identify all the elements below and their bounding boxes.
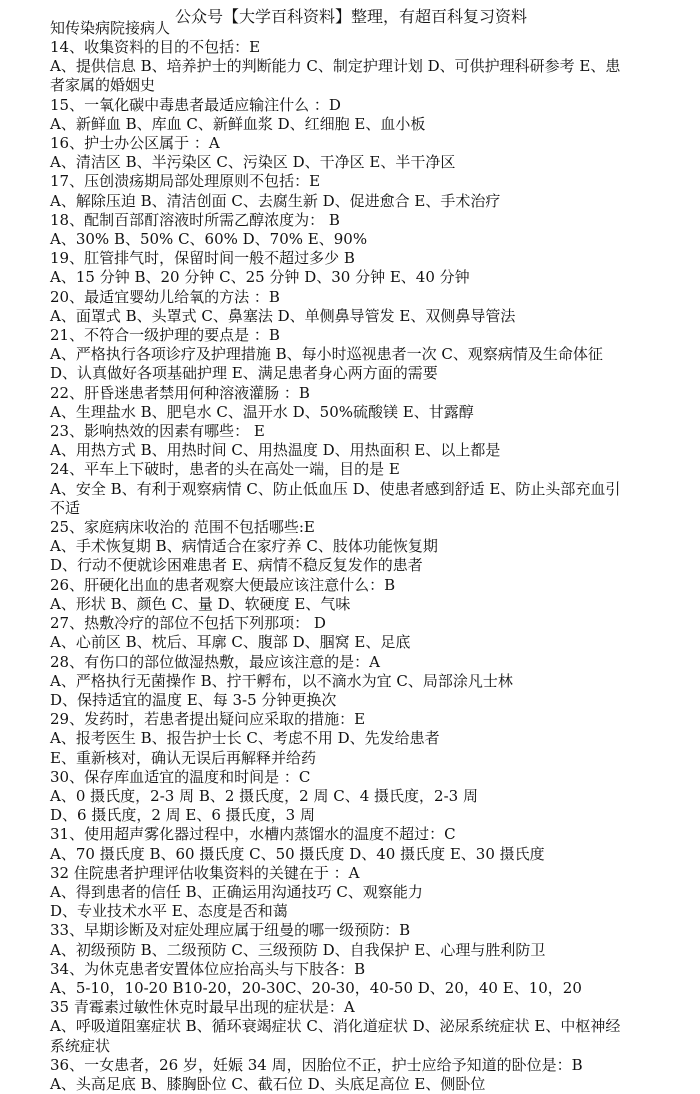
page-subheader: 知传染病院接病人	[50, 19, 171, 37]
text-line: D、6 摄氏度，2 周 E、6 摄氏度，3 周	[50, 806, 315, 825]
text-line: A、报考医生 B、报告护士长 C、考虑不用 D、先发给患者	[50, 729, 440, 748]
text-line: A、70 摄氏度 B、60 摄氏度 C、50 摄氏度 D、40 摄氏度 E、30 摄氏度	[50, 844, 545, 863]
text-line: 30、保存库血适宜的温度和时间是 ：C	[50, 767, 311, 786]
text-line: D、认真做好各项基础护理 E、满足患者身心两方面的需要	[50, 364, 438, 383]
text-line: D、专业技术水平 E、态度是否和蔼	[50, 902, 288, 921]
text-line: D、行动不便就诊困难患者 E、病情不稳反复发作的患者	[50, 556, 423, 575]
text-line: A、30% B、50% C、60% D、70% E、90%	[50, 230, 368, 249]
text-line: A、5-10，10-20 B10-20，20-30C、20-30，40-50 D、20，40 E、10，20	[50, 978, 582, 997]
text-line: A、提供信息 B、培养护士的判断能力 C、制定护理计划 D、可供护理科研参考 E、患	[50, 57, 621, 76]
text-line: A、解除压迫 B、清洁创面 C、去腐生新 D、促进愈合 E、手术治疗	[50, 191, 501, 210]
text-line: A、心前区 B、枕后、耳廓 C、腹部 D、腘窝 E、足底	[50, 633, 411, 652]
text-line: 24、平车上下破时，患者的头在高处一端，目的是 E	[50, 460, 400, 479]
text-line: A、手术恢复期 B、病情适合在家疗养 C、肢体功能恢复期	[50, 537, 438, 556]
text-line: 31、使用超声雾化器过程中，水槽内蒸馏水的温度不超过：C	[50, 825, 456, 844]
text-line: A、得到患者的信任 B、正确运用沟通技巧 C、观察能力	[50, 882, 423, 901]
text-line: A、用热方式 B、用热时间 C、用热温度 D、用热面积 E、以上都是	[50, 441, 501, 460]
text-line: 34、为休克患者安置体位应抬高头与下肢各：B	[50, 959, 366, 978]
text-line: 17、压创溃疡期局部处理原则不包括：E	[50, 172, 321, 191]
text-line: A、安全 B、有利于观察病情 C、防止低血压 D、使患者感到舒适 E、防止头部充血引	[50, 479, 621, 498]
text-line: 26、肝硬化出血的患者观察大便最应该注意什么：B	[50, 575, 396, 594]
text-line: 23、影响热效的因素有哪些： E	[50, 422, 265, 441]
text-line: 25、家庭病床收治的 范围不包括哪些:E	[50, 518, 315, 537]
text-line: 36、一女患者，26 岁，妊娠 34 周，因胎位不正，护士应给予知道的卧位是：B	[50, 1055, 583, 1074]
text-line: A、呼吸道阻塞症状 B、循环衰竭症状 C、消化道症状 D、泌尿系统症状 E、中枢神经	[50, 1017, 621, 1036]
text-line: 22、肝昏迷患者禁用何种溶液灌肠 ：B	[50, 383, 310, 402]
text-line: 14、收集资料的目的不包括：E	[50, 38, 261, 56]
text-line: 29、发药时，若患者提出疑问应采取的措施：E	[50, 710, 366, 729]
text-line: 者家属的婚姻史	[50, 76, 156, 95]
text-line: A、清洁区 B、半污染区 C、污染区 D、干净区 E、半干净区	[50, 153, 456, 172]
text-line: A、新鲜血 B、库血 C、新鲜血浆 D、红细胞 E、血小板	[50, 114, 426, 133]
text-line: A、初级预防 B、二级预防 C、三级预防 D、自我保护 E、心理与胜利防卫	[50, 940, 546, 959]
text-line: 28、有伤口的部位做湿热敷，最应该注意的是：A	[50, 652, 380, 671]
text-line: 18、配制百部酊溶液时所需乙醇浓度为： B	[50, 210, 340, 229]
text-line: 16、护士办公区属于 ：A	[50, 134, 220, 153]
text-line: 27、热敷冷疗的部位不包括下列那项： D	[50, 614, 326, 633]
text-line: A、头高足底 B、膝胸卧位 C、截石位 D、头底足高位 E、侧卧位	[50, 1074, 486, 1093]
text-line: A、0 摄氏度，2-3 周 B、2 摄氏度，2 周 C、4 摄氏度，2-3 周	[50, 786, 478, 805]
text-line: A、面罩式 B、头罩式 C、鼻塞法 D、单侧鼻导管发 E、双侧鼻导管法	[50, 306, 516, 325]
text-line: A、15 分钟 B、20 分钟 C、25 分钟 D、30 分钟 E、40 分钟	[50, 268, 470, 287]
page-header: 公众号【大学百科资料】整理，有超百科复习资料	[175, 7, 528, 26]
text-line: 32 住院患者护理评估收集资料的关键在于 ：A	[50, 863, 360, 882]
document-body	[50, 38, 675, 1094]
text-line: E、重新核对，确认无误后再解释并给药	[50, 748, 316, 767]
text-line: 15、一氧化碳中毒患者最适应输注什么 ：D	[50, 95, 341, 114]
text-line: 不适	[50, 498, 81, 517]
text-line: 35 青霉素过敏性休克时最早出现的症状是：A	[50, 998, 355, 1017]
text-line: 20、最适宜婴幼儿给氧的方法 ：B	[50, 287, 280, 306]
text-line: 19、肛管排气时，保留时间一般不超过多少 B	[50, 249, 355, 268]
text-line: 21、不符合一级护理的要点是 ：B	[50, 326, 280, 345]
text-line: A、严格执行各项诊疗及护理措施 B、每小时巡视患者一次 C、观察病情及生命体征	[50, 345, 603, 364]
text-line: 系统症状	[50, 1036, 111, 1055]
text-line: A、严格执行无菌操作 B、拧干孵布，以不滴水为宜 C、局部涂凡士林	[50, 671, 513, 690]
text-line: D、保持适宜的温度 E、每 3-5 分钟更换次	[50, 690, 337, 709]
text-line: 33、早期诊断及对症处理应属于纽曼的哪一级预防：B	[50, 921, 411, 940]
text-line: A、生理盐水 B、肥皂水 C、温开水 D、50%硫酸镁 E、甘露醇	[50, 402, 474, 421]
text-line: A、形状 B、颜色 C、量 D、软硬度 E、气味	[50, 594, 351, 613]
